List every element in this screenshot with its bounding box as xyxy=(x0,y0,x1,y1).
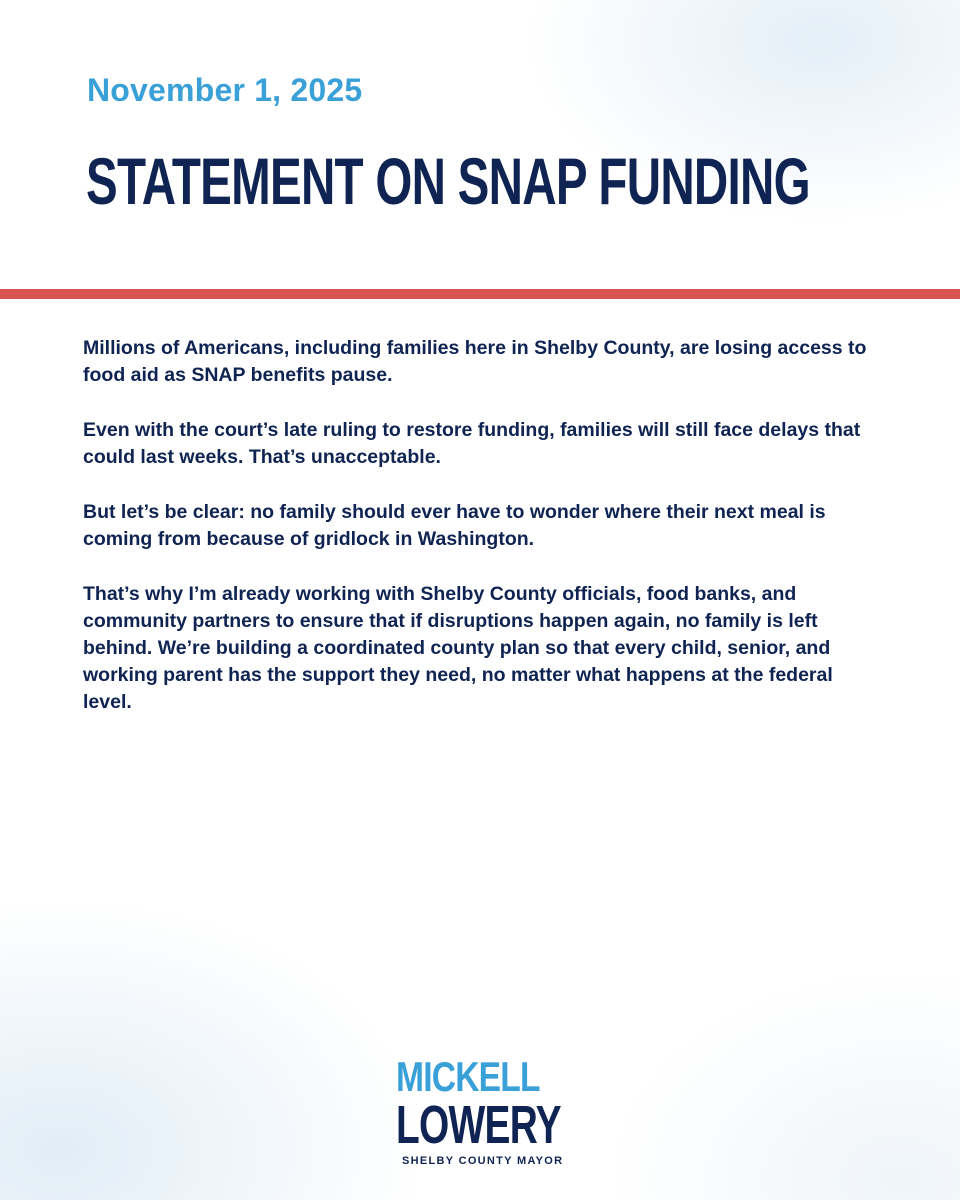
statement-body xyxy=(83,335,883,744)
logo-subtitle: SHELBY COUNTY MAYOR xyxy=(402,1155,564,1167)
divider-line xyxy=(0,289,960,299)
campaign-logo xyxy=(396,1053,566,1167)
paragraph-2: Even with the court’s late ruling to restore funding, families will still face delays that could last weeks. That’s unacceptable. xyxy=(83,419,861,468)
statement-date: November 1, 2025 xyxy=(87,72,363,108)
paragraph-3: But let’s be clear: no family should ever have to wonder where their next meal is coming from because of gridlock in Washington. xyxy=(83,501,826,550)
logo-last-name: LOWERY xyxy=(396,1095,561,1155)
logo-first-name: MICKELL xyxy=(396,1053,540,1100)
paragraph-1: Millions of Americans, including families here in Shelby County, are losing access to food aid as SNAP benefits pause. xyxy=(83,337,867,386)
paragraph-4: That’s why I’m already working with Shelby County officials, food banks, and community partners to ensure that if disruptions happen again, no family is left behind. We’re building a coordinated county plan so that every child, senior, and working parent has the support they need, no matter what happens at the federal level. xyxy=(83,583,833,713)
page-title: STATEMENT ON SNAP FUNDING xyxy=(86,144,810,218)
